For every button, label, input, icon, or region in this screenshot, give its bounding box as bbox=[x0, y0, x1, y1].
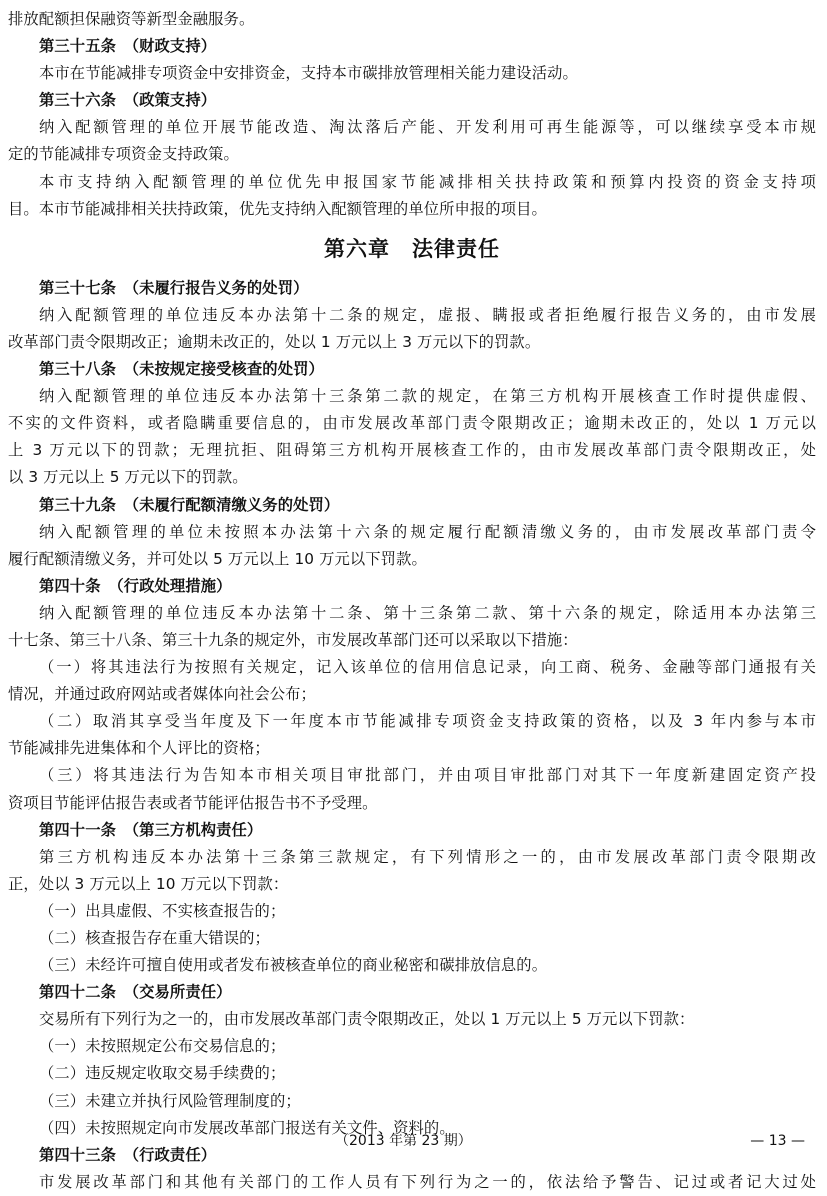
text-line: 资项目节能评估报告表或者节能评估报告书不予受理。 bbox=[8, 793, 378, 812]
paragraph-line: （二）违反规定收取交易手续费的； bbox=[39, 1064, 286, 1083]
paragraph-line: 纳入配额管理的单位违反本办法第十二条、第十三条第二款、第十六条的规定，除适用本办法第三 bbox=[39, 603, 816, 622]
text-line: 情况，并通过政府网站或者媒体向社会公布； bbox=[8, 685, 316, 704]
text-line: 以 3 万元以上 5 万元以下的罚款。 bbox=[8, 468, 248, 487]
paragraph-line: 纳入配额管理的单位违反本办法第十三条第二款的规定，在第三方机构开展核查工作时提供虚假、 bbox=[39, 387, 816, 406]
article-heading: 第三十五条 （财政支持） bbox=[39, 37, 217, 56]
paragraph-line: （三）未经许可擅自使用或者发布被核查单位的商业秘密和碳排放信息的。 bbox=[39, 956, 548, 975]
paragraph-line: （二）核查报告存在重大错误的； bbox=[39, 929, 270, 947]
article-heading: 第四十二条 （交易所责任） bbox=[39, 983, 232, 1002]
paragraph-line: 纳入配额管理的单位开展节能改造、淘汰落后产能、开发利用可再生能源等，可以继续享受本市规 bbox=[39, 118, 816, 137]
text-line: 正，处以 3 万元以上 10 万元以下罚款： bbox=[8, 874, 289, 893]
text-line: 不实的文件资料，或者隐瞒重要信息的，由市发展改革部门责令限期改正；逾期未改正的，处以 1 万元以 bbox=[8, 414, 816, 433]
paragraph-line: 纳入配额管理的单位违反本办法第十二条的规定，虚报、瞒报或者拒绝履行报告义务的，由市发展 bbox=[39, 305, 816, 324]
article-heading: 第三十九条 （未履行配额清缴义务的处罚） bbox=[39, 495, 340, 514]
paragraph-line: 交易所有下列行为之一的，由市发展改革部门责令限期改正，处以 1 万元以上 5 万元以下罚款： bbox=[39, 1010, 695, 1029]
text-line: 上 3 万元以下的罚款；无理抗拒、阻碍第三方机构开展核查工作的，由市发展改革部门责令限期改正，处 bbox=[8, 441, 816, 460]
paragraph-line: 第三方机构违反本办法第十三条第三款规定，有下列情形之一的，由市发展改革部门责令限期改 bbox=[39, 847, 816, 866]
document-body bbox=[8, 6, 816, 1196]
paragraph-line: 本市支持纳入配额管理的单位优先申报国家节能减排相关扶持政策和预算内投资的资金支持项 bbox=[39, 172, 816, 191]
text-line: 目。本市节能减排相关扶持政策，优先支持纳入配额管理的单位所申报的项目。 bbox=[8, 199, 547, 218]
text-line: 排放配额担保融资等新型金融服务。 bbox=[8, 10, 255, 28]
text-line: 改革部门责令限期改正；逾期未改正的，处以 1 万元以上 3 万元以下的罚款。 bbox=[8, 332, 541, 351]
article-heading: 第三十六条 （政策支持） bbox=[39, 91, 217, 110]
paragraph-line: （一）将其违法行为按照有关规定，记入该单位的信用信息记录，向工商、税务、金融等部门通报有关 bbox=[39, 658, 816, 677]
chapter-heading: 第六章 法律责任 bbox=[324, 236, 500, 261]
paragraph-line: （三）未建立并执行风险管理制度的； bbox=[39, 1091, 301, 1110]
paragraph-line: （一）未按照规定公布交易信息的； bbox=[39, 1037, 286, 1056]
article-heading: 第四十条 （行政处理措施） bbox=[39, 576, 232, 595]
paragraph-line: （二）取消其享受当年度及下一年度本市节能减排专项资金支持政策的资格，以及 3 年内参与本市 bbox=[39, 712, 816, 731]
paragraph-line: （一）出具虚假、不实核查报告的； bbox=[39, 901, 286, 920]
article-heading: 第四十一条 （第三方机构责任） bbox=[39, 820, 263, 839]
page-number: — 13 — bbox=[750, 1133, 805, 1149]
paragraph-line: （三）将其违法行为告知本市相关项目审批部门，并由项目审批部门对其下一年度新建固定资产投 bbox=[39, 766, 816, 785]
text-line: 节能减排先进集体和个人评比的资格； bbox=[8, 739, 270, 758]
article-heading: 第三十八条 （未按规定接受核查的处罚） bbox=[39, 360, 324, 379]
text-line: 十七条、第三十八条、第三十九条的规定外，市发展改革部门还可以采取以下措施： bbox=[8, 630, 578, 649]
issue-label: （2013 年第 23 期） bbox=[335, 1133, 472, 1149]
paragraph-line: 纳入配额管理的单位未按照本办法第十六条的规定履行配额清缴义务的，由市发展改革部门责令 bbox=[39, 522, 816, 541]
page-footer bbox=[0, 1128, 827, 1154]
paragraph-line: 市发展改革部门和其他有关部门的工作人员有下列行为之一的，依法给予警告、记过或者记大过处 bbox=[39, 1172, 816, 1191]
article-heading: 第四十三条 （行政责任） bbox=[39, 1145, 217, 1164]
text-line: 履行配额清缴义务，并可处以 5 万元以上 10 万元以下罚款。 bbox=[8, 549, 427, 568]
article-heading: 第三十七条 （未履行报告义务的处罚） bbox=[39, 278, 309, 297]
paragraph-line: 本市在节能减排专项资金中安排资金，支持本市碳排放管理相关能力建设活动。 bbox=[39, 64, 578, 83]
paragraph-line: （四）未按照规定向市发展改革部门报送有关文件、资料的。 bbox=[39, 1118, 455, 1137]
text-line: 定的节能减排专项资金支持政策。 bbox=[8, 145, 239, 164]
